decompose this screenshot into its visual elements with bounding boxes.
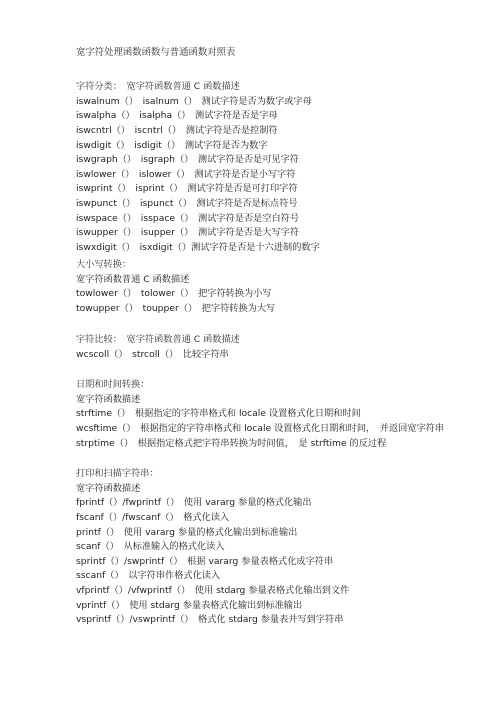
column-header: 宽字符函数描述 — [76, 393, 141, 405]
section-heading: 字符分类： 宽字符函数普通 C 函数描述 — [76, 81, 240, 92]
section-case-conversion — [76, 258, 275, 317]
section-datetime — [76, 378, 444, 451]
function-row: iswxdigit（） isxdigit（）测试字符是否是十六进制的数字 — [76, 242, 320, 254]
section-heading: 字符比较： 宽字符函数普通 C 函数描述 — [76, 334, 240, 345]
function-row: printf（） 使用 vararg 参量的格式化输出到标准输出 — [76, 526, 298, 538]
function-row: sscanf（） 以字符串作格式化读入 — [76, 570, 221, 582]
function-row: iswalpha（） isalpha（） 测试字符是否是字母 — [76, 110, 278, 122]
function-row: iswspace（） isspace（） 测试字符是否是空白符号 — [76, 212, 300, 224]
section-heading: 大小写转换： — [76, 259, 132, 270]
function-row: strptime（） 根据指定格式把字符串转换为时间值， 是 strftime 的反过程 — [76, 437, 387, 449]
function-row: iswgraph（） isgraph（） 测试字符是否是可见字符 — [76, 154, 299, 166]
function-row: iswalnum（） isalnum（） 测试字符是否为数字或字母 — [76, 95, 312, 107]
function-row: iswlower（） islower（） 测试字符是否是小写字符 — [76, 168, 296, 180]
function-row: strftime（） 根据指定的字符串格式和 locale 设置格式化日期和时间 — [76, 408, 361, 420]
function-row: sprintf（）/swprintf（） 根据 vararg 参量表格式化成字符串 — [76, 555, 334, 567]
function-row: iswupper（） isupper（） 测试字符是否是大写字符 — [76, 227, 300, 239]
function-row: wcsftime（） 根据指定的字符串格式和 locale 设置格式化日期和时间， 并返回宽字符串 — [76, 422, 445, 434]
function-row: towupper（） toupper（） 把字符转换为大写 — [76, 302, 276, 314]
column-header: 宽字符函数普通 C 函数描述 — [76, 273, 190, 285]
function-row: wcscoll（） strcoll（） 比较字符串 — [76, 348, 229, 360]
function-row: iswprint（） isprint（） 测试字符是否是可打印字符 — [76, 183, 298, 195]
document-title: 宽字符处理函数函数与普通函数对照表 — [76, 47, 236, 58]
section-print-scan — [76, 467, 349, 628]
function-row: iswpunct（） ispunct（） 测试字符是否是标点符号 — [76, 198, 298, 210]
function-row: towlower（） tolower（） 把字符转换为小写 — [76, 288, 272, 300]
function-row: fscanf（）/fwscanf（） 格式化读入 — [76, 511, 230, 523]
section-heading: 日期和时间转换： — [76, 379, 150, 390]
function-row: vfprintf（）/vfwprintf（） 使用 stdarg 参量表格式化输出到文件 — [76, 585, 350, 597]
function-row: scanf（） 从标准输入的格式化读入 — [76, 541, 225, 553]
function-row: fprintf（）/fwprintf（） 使用 vararg 参量的格式化输出 — [76, 497, 312, 509]
section-comparison — [76, 333, 240, 362]
column-header: 宽字符函数描述 — [76, 482, 141, 494]
section-heading: 打印和扫描字符串： — [76, 468, 159, 479]
function-row: vsprintf（）/vswprintf（） 格式化 stdarg 参量表并写到字符串 — [76, 614, 344, 626]
section-classification — [76, 80, 320, 256]
function-row: iswcntrl（） iscntrl（） 测试字符是否是控制符 — [76, 124, 278, 136]
function-row: iswdigit（） isdigit（） 测试字符是否为数字 — [76, 139, 268, 151]
function-row: vprintf（） 使用 stdarg 参量表格式化输出到标准输出 — [76, 599, 303, 611]
